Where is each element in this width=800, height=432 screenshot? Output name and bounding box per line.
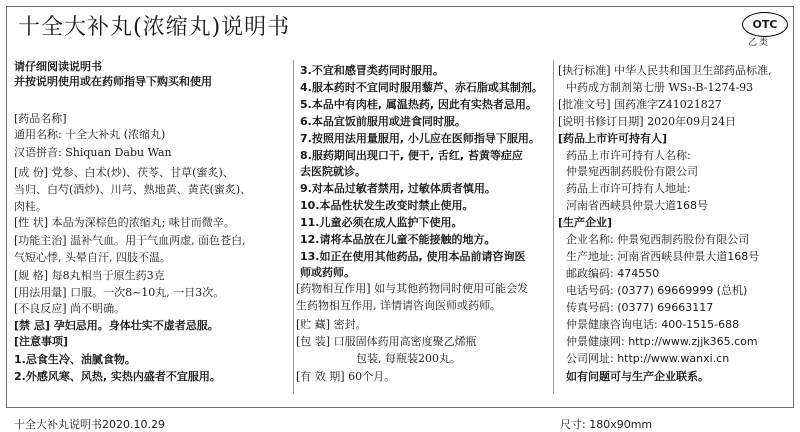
- character: [性 状] 本品为深棕色的浓缩丸; 味甘而微辛。: [14, 216, 235, 229]
- holder-header: [药品上市许可持有人]: [558, 132, 668, 145]
- note-3: 3.不宜和感冒类药同时服用。: [300, 64, 444, 77]
- indication-line-1: [功能主治] 温补气血。用于气血两虚, 面色苍白,: [14, 234, 246, 247]
- fax-number: 传真号码: (0377) 69663117: [566, 301, 714, 314]
- manufacturer-header: [生产企业]: [558, 216, 613, 229]
- notes-header: [注意事项]: [14, 335, 69, 348]
- otc-label: OTC: [752, 18, 778, 31]
- indication-line-2: 气短心悸, 头晕自汗, 四肢不温。: [14, 251, 171, 264]
- common-name: 通用名称: 十全大补丸 (浓缩丸): [14, 128, 166, 141]
- phone-number: 电话号码: (0377) 69669999 (总机): [566, 284, 748, 297]
- note-12: 12.请将本品放在儿童不能接触的地方。: [300, 233, 496, 246]
- footer-file-label: 十全大补丸说明书2020.10.29: [14, 418, 165, 431]
- holder-name-label: 药品上市许可持有人名称:: [566, 149, 691, 162]
- package-line-1: [包 装] 口服固体药用高密度聚乙烯瓶: [296, 335, 477, 348]
- otc-category: 乙类: [748, 38, 771, 48]
- standard-line-1: [执行标准] 中华人民共和国卫生部药品标准,: [558, 64, 772, 77]
- warning-line-2: 并按说明使用或在药师指导下购买和使用: [14, 75, 212, 88]
- ingredients-line-2: 当归、白芍(酒炒)、川芎、熟地黄、黄芪(蜜炙)、: [14, 183, 252, 196]
- ingredients-line-1: [成 份] 党参、白术(炒)、茯苓、甘草(蜜炙)、: [14, 166, 234, 179]
- company-website: 公司网址: http://www.wanxi.cn: [566, 352, 730, 365]
- adverse-reactions: [不良反应] 尚不明确。: [14, 302, 126, 315]
- note-11: 11.儿童必须在成人监护下使用。: [300, 216, 463, 229]
- revision-date: [说明书修订日期] 2020年09月24日: [558, 115, 737, 128]
- warning-line-1: 请仔细阅读说明书: [14, 60, 102, 73]
- specification: [规 格] 每8丸相当于原生药3克: [14, 269, 165, 282]
- contact-note: 如有问题可与生产企业联系。: [566, 370, 709, 383]
- drug-name-header: [药品名称]: [14, 112, 67, 125]
- note-10: 10.本品性状发生改变时禁止使用。: [300, 199, 474, 212]
- postcode: 邮政编码: 474550: [566, 267, 660, 280]
- pinyin-name: 汉语拼音: Shiquan Dabu Wan: [14, 146, 172, 159]
- storage: [贮 藏] 密封。: [296, 318, 367, 331]
- interaction-line-2: 生药物相互作用, 详情请咨询医师或药师。: [296, 299, 501, 312]
- note-13-line-1: 13.如正在使用其他药品, 使用本品前请咨询医: [300, 250, 526, 263]
- contraindications: [禁 忌] 孕妇忌用。身体壮实不虚者忌服。: [14, 319, 219, 332]
- standard-line-2: 中药成方制剂第七册 WS₃-B-1274-93: [566, 81, 754, 94]
- document-title: 十全大补丸(浓缩丸)说明书: [18, 15, 291, 40]
- note-6: 6.本品宜饭前服用或进食同时服。: [300, 115, 466, 128]
- note-2: 2.外感风寒、风热, 实热内盛者不宜服用。: [14, 370, 221, 383]
- package-line-2: 包装, 每瓶装200丸。: [356, 352, 461, 365]
- column-divider-2: [553, 60, 554, 394]
- validity: [有 效 期] 60个月。: [296, 370, 396, 383]
- interaction-line-1: [药物相互作用] 如与其他药物同时使用可能会发: [296, 282, 529, 295]
- note-1: 1.忌食生冷、油腻食物。: [14, 353, 136, 366]
- ingredients-line-3: 肉桂。: [14, 200, 47, 213]
- note-7: 7.按照用法用量服用, 小儿应在医师指导下服用。: [300, 132, 540, 145]
- holder-address-label: 药品上市许可持有人地址:: [566, 182, 691, 195]
- holder-name-value: 仲景宛西制药股份有限公司: [566, 165, 698, 178]
- approval-number: [批准文号] 国药准字Z41021827: [558, 98, 722, 111]
- note-5: 5.本品中有肉桂, 属温热药, 因此有实热者忌用。: [300, 98, 537, 111]
- note-9: 9.对本品过敏者禁用, 过敏体质者慎用。: [300, 182, 496, 195]
- manufacturer-name: 企业名称: 仲景宛西制药股份有限公司: [566, 233, 750, 246]
- consult-hotline: 仲景健康咨询电话: 400-1515-688: [566, 318, 740, 331]
- manufacturer-address: 生产地址: 河南省西峡县仲景大道168号: [566, 250, 760, 263]
- health-website: 仲景健康网: http://www.zjjk365.com: [566, 335, 758, 348]
- footer-size-label: 尺寸: 180x90mm: [560, 418, 653, 431]
- note-13-line-2: 师或药师。: [300, 266, 355, 279]
- note-8-line-2: 去医院就诊。: [300, 165, 366, 178]
- otc-badge: [742, 12, 788, 37]
- holder-address-value: 河南省西峡县仲景大道168号: [566, 199, 708, 212]
- note-4: 4.服本药时不宜同时服用藜芦、赤石脂或其制剂。: [300, 81, 543, 94]
- note-8-line-1: 8.服药期间出现口干, 便干, 舌红, 苔黄等症应: [300, 149, 523, 162]
- column-divider-1: [293, 60, 294, 394]
- usage-dosage: [用法用量] 口服。一次8~10丸, 一日3次。: [14, 286, 225, 299]
